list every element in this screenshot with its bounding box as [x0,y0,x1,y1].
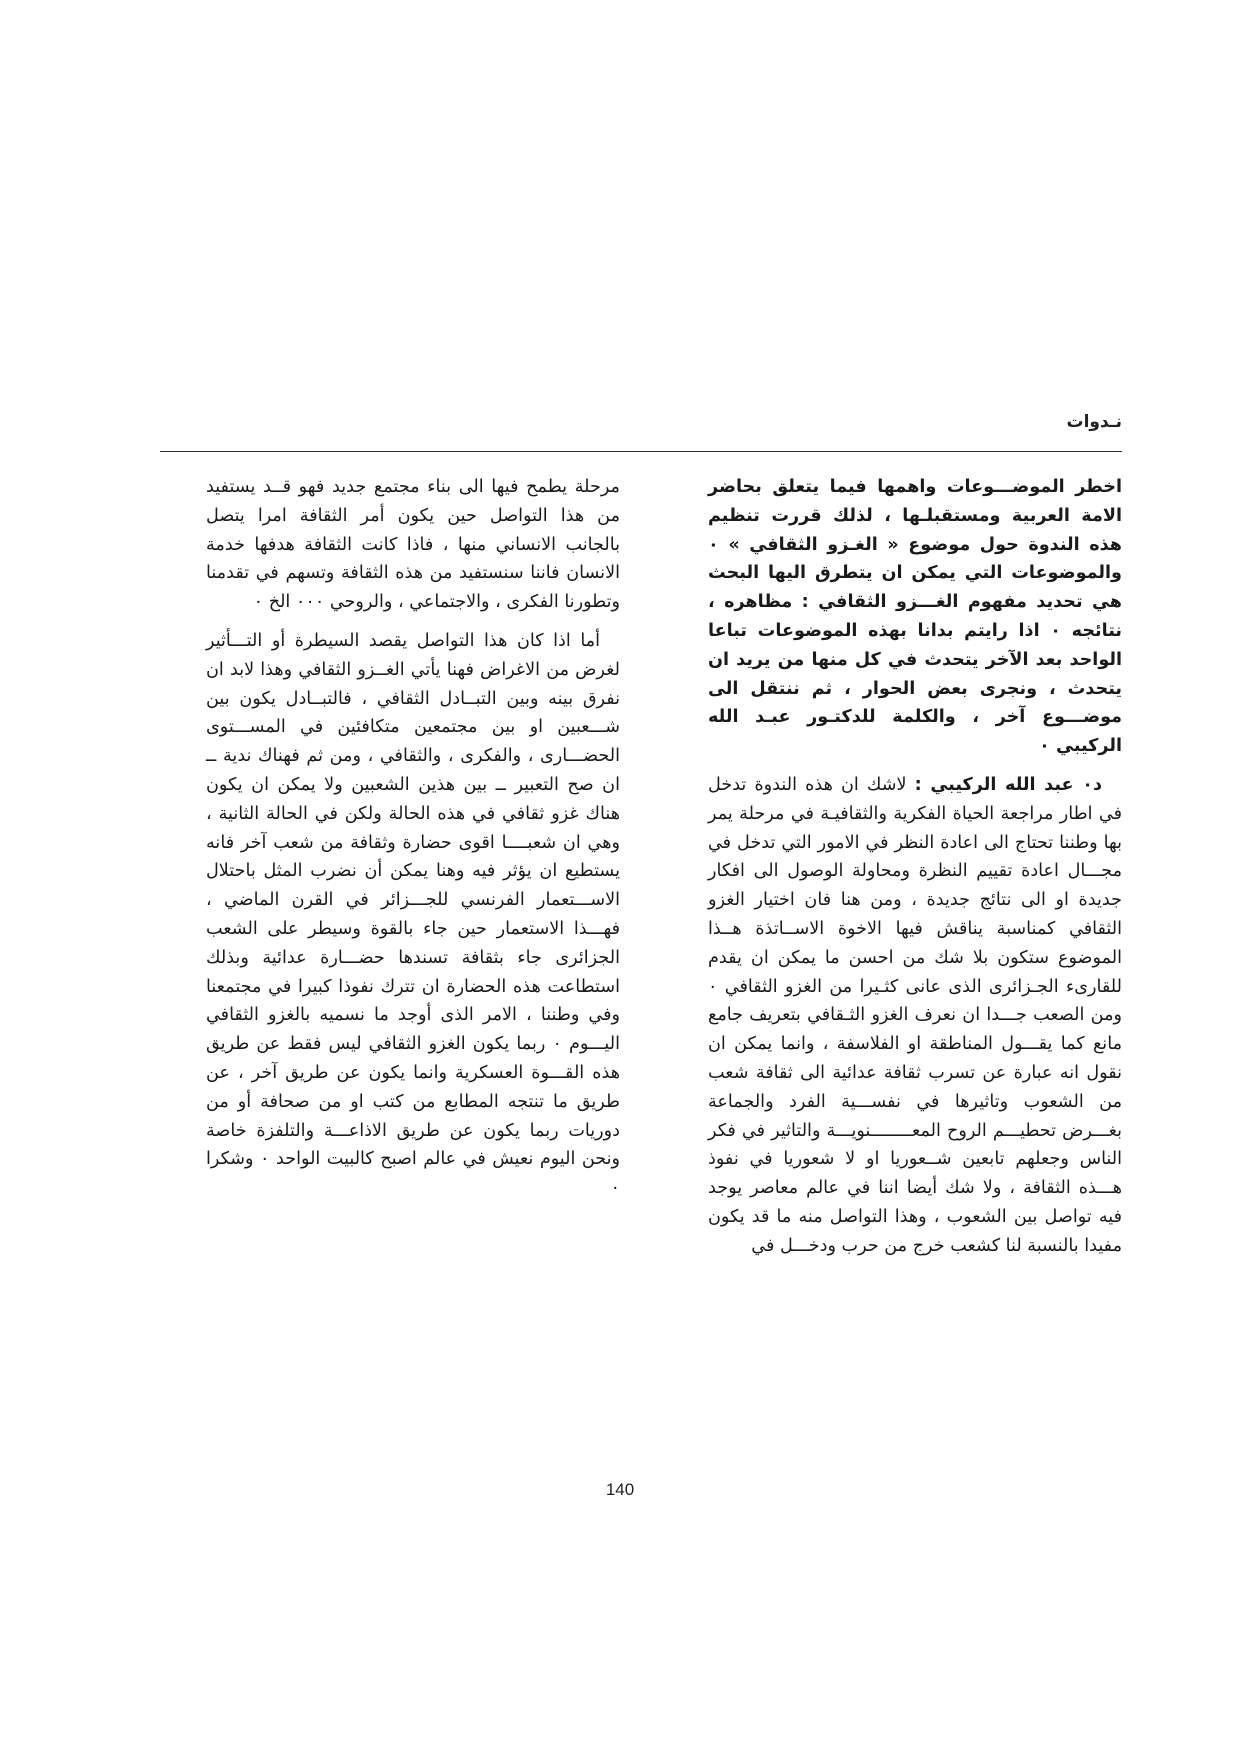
paragraph-body: أما اذا كان هذا التواصل يقصد السيطرة أو التـــأثير لغرض من الاغراض فهنا يأتي الغــزو الثقافي وهذا لابد ان نفرق بينه وبين التبــادل الثقافي ، فالتبــادل يكون بين شـــعبين او بين مجتمعين متكافئين في المســـتوى الحضـــارى ، والفكرى ، والثقافي ، ومن ثم فهناك ندية ــ ان صح التعبير ــ بين هذين الشعبين ولا يمكن ان يكون هناك غزو ثقافي في هذه الحالة ولكن في الحالة الثانية ، وهي ان شعبــــا اقوى حضارة وثقافة من شعب آخر فانه يستطيع ان يؤثر فيه وهنا يمكن أن نضرب المثل باحتلال الاســـتعمار الفرنسي للجـــزائر في القرن الماضي ، فهـــذا الاستعمار حين جاء بالقوة وسيطر على الشعب الجزائرى جاء بثقافة تسندها حضـــارة عدائية وبذلك استطاعت هذه الحضارة ان تترك نفوذا كبيرا في مجتمعنا وفي وطننا ، الامر الذى أوجد ما نسميه بالغزو الثقافي اليـــوم ٠ ربما يكون الغزو الثقافي ليس فقط عن طريق هذه القـــوة العسكرية وانما يكون عن طريق آخر ، عن طريق ما تنتجه المطابع من كتب او من صحافة أو من دوريات ربما يكون عن طريق الاذاعـــة والتلفزة خاصة ونحن اليوم نعيش في عالم اصبح كالبيت الواحد ٠ وشكرا ٠ [206,630,620,1199]
paragraph-continuation: مرحلة يطمح فيها الى بناء مجتمع جديد فهو قــد يستفيد من هذا التواصل حين يكون أمر الثقافة امرا يتصل بالجانب الانساني منها ، فاذا كانت الثقافة هدفها خدمة الانسان فاننا سنستفيد من هذه الثقافة وتسهم في تقدمنا وتطورنا الفكرى ، والاجتماعي ، والروحي ٠٠٠ الخ ٠ [206,477,620,613]
paragraph-intro: اخطر الموضـــوعات واهمها فيما يتعلق بحاضر الامة العربية ومستقبلـها ، لذلك قررت تنظيم هذه الندوة حول موضوع « الغـزو الثقافي » ٠ والموضوعات التي يمكن ان يتطرق اليها البحث هي تحديد مفهوم الغـــزو الثقافي : مظاهره ، نتائجه ٠ اذا رايتم بدانا بهذه الموضوعات تباعا الواحد بعد الآخر يتحدث في كل منها من يريد ان يتحدث ، ونجرى بعض الحوار ، ثم ننتقل الى موضـــوع آخر ، والكلمة للدكتـور عبـد الله الركيبي ٠ [708,477,1123,757]
text-column-right [708,473,1122,1261]
paragraph-speaker [708,771,1122,1261]
header-rule [160,451,1122,452]
running-head-section-title: نـدوات [1066,412,1122,432]
speaker-name: د٠ عبد الله الركيبي : [914,774,1102,795]
page-number: 140 [605,1480,635,1499]
text-column-left [206,473,620,1203]
speaker-text: لاشك ان هذه الندوة تدخل في اطار مراجعة الحياة الفكرية والثقافيـة في مرحلة يمر بها وطننا تحتاج الى اعادة النظر في الامور التي تدخل في مجـــال اعادة تقييم النظرة ومحاولة الوصول الى افكار جديدة او الى نتائج جديدة ، ومن هنا فان اختيار الغزو الثقافي كمناسبة يناقش فيها الاخوة الاســاتذة هــذا الموضوع ستكون بلا شك من احسن ما يمكن ان يقدم للقارىء الجـزائرى الذى عانى كثـيرا من الغزو الثقافي ٠ ومن الصعب جـــدا ان نعرف الغزو الثـقافي بتعريف جامع مانع كما يقـــول المناطقة او الفلاسفة ، وانما يمكن ان نقول انه عبارة عن تسرب ثقافة عدائية الى ثقافة شعب من الشعوب وتاثيرها في نفســـية الفرد والجماعة بغـــرض تحطيـــم الروح المعــــــــنويـــة والتاثير في فكر الناس وجعلهم تابعين شــعوريا او لا شعوريا في نفوذ هـــذه الثقافة ، ولا شك أيضا اننا في عالم معاصر يوجد فيه تواصل بين الشعوب ، وهذا التواصل منه ما قد يكون مفيدا بالنسبة لنا كشعب خرج من حرب ودخـــل في [708,774,1122,1256]
